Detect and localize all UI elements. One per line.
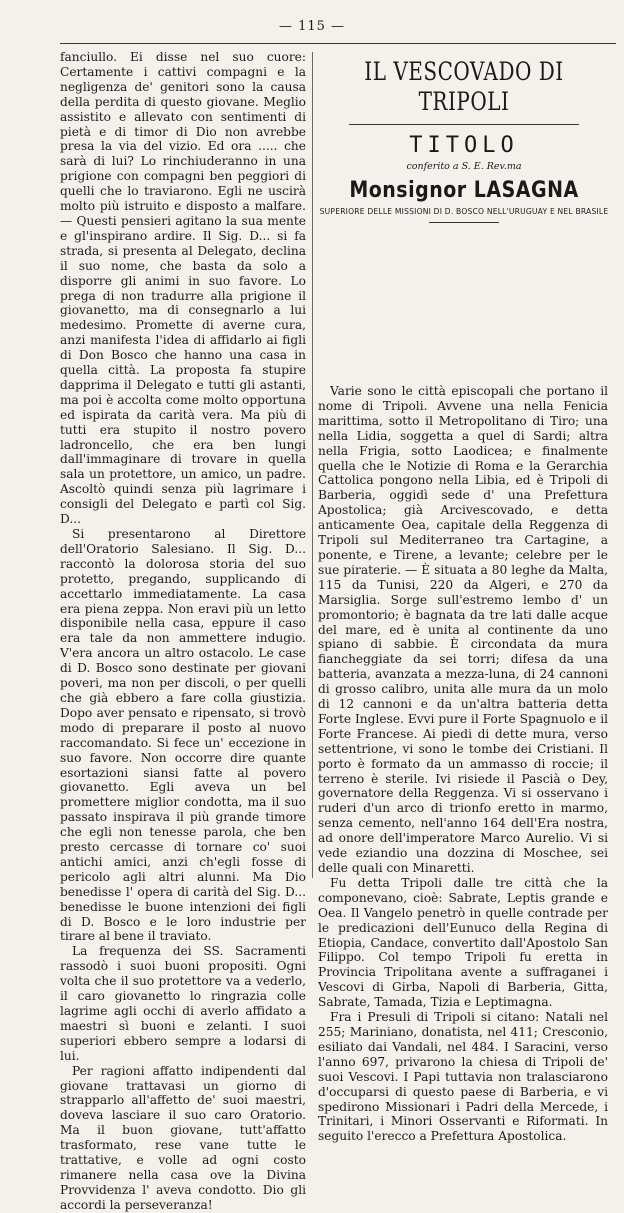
left-paragraph-4: Per ragioni affatto indipendenti dal giovane trattavasi un giorno di strapparlo all'affetto de' suoi maestri, doveva lasciare il suo caro Oratorio. Ma il buon giovane, tutt'affatto trasformato, rese vane tutte le trattative, e volle ad ogni costo rimanere nella casa ove la Divina Provvidenza l' aveva condotto. Dio gli accordi la perseveranza! [60, 1063, 306, 1212]
title-rule [349, 124, 579, 125]
left-column [60, 50, 306, 1213]
superior-line: SUPERIORE DELLE MISSIONI DI D. BOSCO NELL'URUGUAY E NEL BRASILE [319, 207, 609, 216]
right-paragraph-1: Varie sono le città episcopali che portano il nome di Tripoli. Avvene una nella Fenicia marittima, sotto il Metropolitano di Tiro; una nella Lidia, soggetta a quel di Sardi; altra nella Frigia, sotto Laodicea; e finalmente quella che le Notizie di Roma e la Gerarchia Cattolica pongono nella Libia, ed è Tripoli di Barberia, oggidì sede d' una Prefettura Apostolica; già Arcivescovado, e detta anticamente Oea, capitale della Reggenza di Tripoli sul Mediterraneo tra Cartagine, a ponente, e Tirene, a levante; celebre per le sue piraterie. — È situata a 80 leghe da Malta, 115 da Tunisi, 220 da Algeri, e 270 da Marsiglia. Sorge sull'estremo lembo d' un promontorio; è bagnata da tre lati dalle acque del mare, ed è unita al continente da uno spiano di sabbie. È circondata da mura fiancheggiate da sei torri; difesa da una batteria, avanzata a mezza-luna, di 24 cannoni di grosso calibro, unita alle mura da un molo di 12 cannoni e da un'altra batteria detta Forte Inglese. Evvi pure il Forte Spagnuolo e il Forte Francese. Ai piedi di dette mura, verso settentrione, vi sono le tombe dei Cristiani. Il porto è formato da un ammasso di roccie; il terreno è sterile. Ivi risiede il Pascià o Dey, governatore della Reggenza. Vi si osservano i ruderi d'un arco di trionfo eretto in marmo, senza cemento, nell'anno 164 dell'Era nostra, ad onore dell'imperatore Marco Aurelio. Vi si vede eziandio una dozzina di Moschee, sei delle quali con Minaretti. [318, 384, 608, 875]
article-title: IL VESCOVADO DI TRIPOLI [364, 56, 564, 116]
article-subtitle: TITOLO [409, 133, 519, 158]
column-divider [312, 52, 313, 878]
right-paragraph-3: Fra i Presuli di Tripoli si citano: Natali nel 255; Mariniano, donatista, nel 411; Cresconio, esiliato dai Vandali, nel 484. I Saracini, verso l'anno 697, privarono la chiesa di Tripoli de' suoi Vescovi. I Papi tuttavia non tralasciarono d'occuparsi di questo paese di Barberia, e vi spedirono Missionari i Padri della Mercede, i Trinitari, i Minori Osservanti e Riformati. In seguito l'erессо a Prefettura Apostolica. [318, 1010, 608, 1144]
left-paragraph-2: Si presentarono al Direttore dell'Oratorio Salesiano. Il Sig. D... raccontò la dolorosa storia del suo protetto, pregando, supplicando di accettarlo immediatamente. La casa era piena zeppa. Non eravi più un letto disponibile nella casa, eppure il caso era tale da non ammettere indugio. V'era ancora un altro ostacolo. Le case di D. Bosco sono destinate per giovani poveri, ma non per discoli, o per quelli che già ebbero a fare colla giustizia. Dopo aver pensato e ripensato, si trovò modo di preparare il posto al nuovo raccomandato. Si fece un' eccezione in suo favore. Non occorre dire quante esortazioni siansi fatte al povero giovanetto. Egli aveva un bel promettere miglior condotta, ma il suo passato inspirava il più grande timore che egli non tenesse parola, che ben presto cercasse di tornare co' suoi antichi amici, anzi ch'egli fosse di pericolo agli altri alunni. Ma Dio benedisse l' opera di carità del Sig. D... benedisse le buone intenzioni dei figli di D. Bosco e le loro industrie per tirare al bene il traviato. [60, 527, 306, 944]
right-paragraph-2: Fu detta Tripoli dalle tre città che la componevano, cioè: Sabrate, Leptis grande e Oea. Il Vangelo penetrò in quelle contrade per le predicazioni dell'Eunuco della Regina di Etiopia, Candace, convertito dall'Apostolo San Filippo. Col tempo Tripoli fu eretta in Provincia Tripolitana avente a suffraganei i Vescovi di Girba, Napoli di Barberia, Gitta, Sabrate, Tamada, Tizia e Leptimagna. [318, 875, 608, 1010]
right-column [318, 384, 608, 1144]
header-rule [60, 43, 616, 44]
header-divider [429, 222, 499, 223]
conferred-line: conferito a S. E. Rev.ma [406, 161, 522, 172]
left-paragraph-1: fanciullo. Ei disse nel suo cuore: Certamente i cattivi compagni e la negligenza de' genitori sono la causa della perdita di questo giovane. Meglio assistito e allevato con sentimenti di pietà e di timor di Dio non avrebbe presa la via del vizio. Ed ora ..... che sarà di lui? Lo rinchiuderanno in una prigione con compagni ben peggiori di quelli che lo traviarono. Egli ne uscirà molto più istruito e disposto a malfare. — Questi pensieri agitano la sua mente e gl'inspirano ardire. Il Sig. D... si fa strada, si presenta al Delegato, declina il suo nome, che basta da solo a disporre gli animi in suo favore. Lo prega di non tradurre alla prigione il giovanetto, ma di consegnarlo a lui medesimo. Promette di averne cura, anzi manifesta l'idea di affidarlo ai figli di Don Bosco che hanno una casa in quella città. La proposta fa stupire dapprima il Delegato e tutti gli astanti, ma poi è accolta come molto opportuna ed ispirata da carità vera. Ma più di tutti era stupito il nostro povero ladroncello, che era ben lungi dall'immaginare di trovare in quella sala un protettore, un amico, un padre. Ascoltò quindi senza più lagrimare i consigli del Delegato e partì col Sig. D... [60, 50, 306, 527]
article-header [318, 56, 610, 223]
left-paragraph-3: La frequenza dei SS. Sacramenti rassodò i suoi buoni propositi. Ogni volta che il suo protettore va a vederlo, il caro giovanetto lo ringrazia colle lagrime agli occhi di averlo affidato a maestri sì buoni e zelanti. I suoi superiori ebbero sempre a lodarsi di lui. [60, 944, 306, 1063]
monsignor-name: Monsignor LASAGNA [349, 177, 579, 203]
page-number: — 115 — [278, 19, 346, 34]
